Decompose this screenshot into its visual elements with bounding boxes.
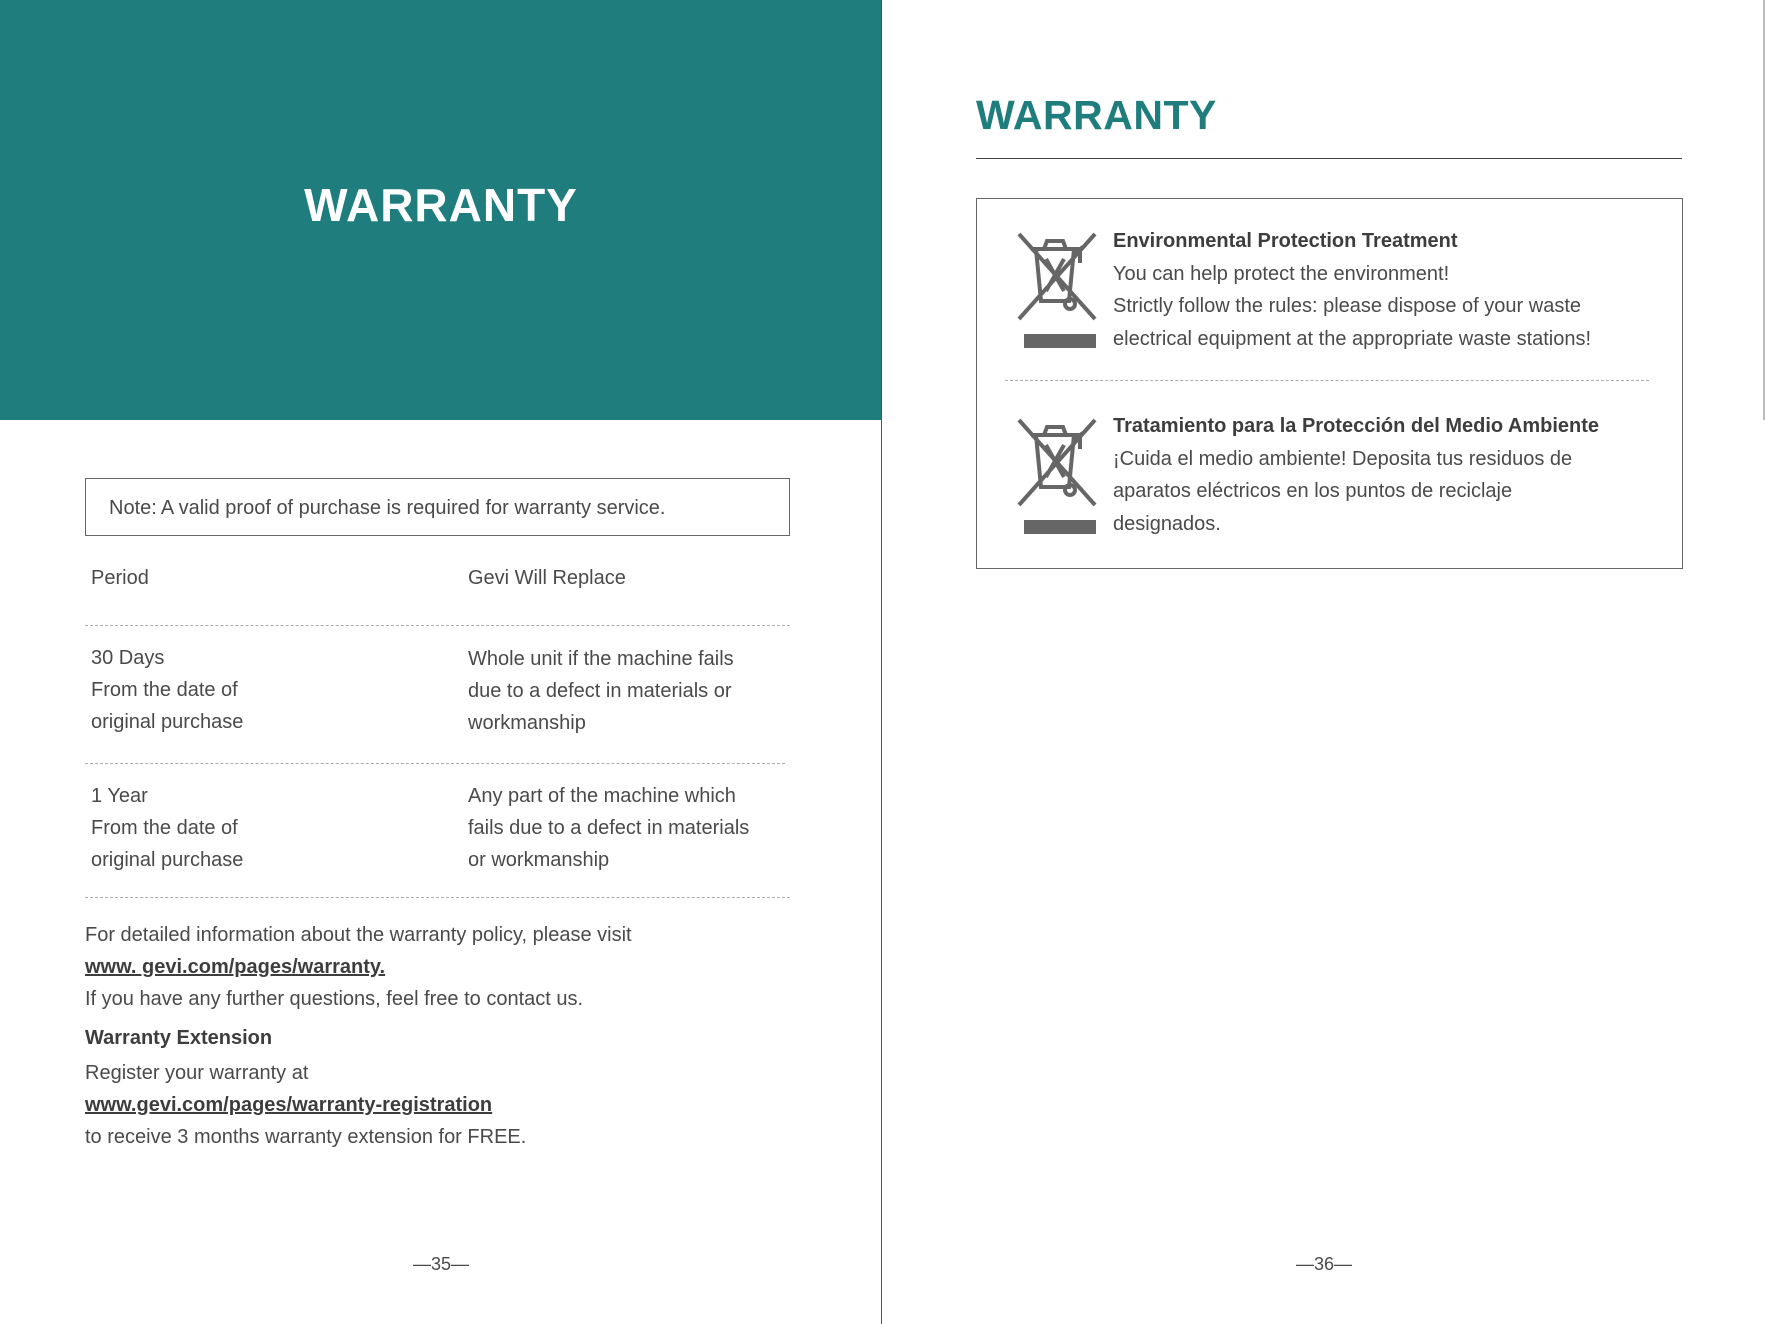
- environment-section-es: [1113, 410, 1599, 540]
- replace-line: fails due to a defect in materials: [468, 817, 750, 839]
- header-period: Period: [91, 567, 149, 589]
- section-line: aparatos eléctricos en los puntos de reciclaje: [1113, 480, 1513, 502]
- replace-line: workmanship: [468, 712, 586, 734]
- period-line: 1 Year: [91, 785, 148, 807]
- register-text: Register your warranty at: [85, 1062, 309, 1084]
- section-line: Strictly follow the rules: please dispose of your waste: [1113, 295, 1581, 317]
- page-number: —35—: [412, 1254, 470, 1274]
- period-line: From the date of: [91, 817, 238, 839]
- replace-line: due to a defect in materials or: [468, 680, 732, 702]
- table-row-period: [91, 780, 243, 876]
- contact-text: If you have any further questions, feel free to contact us.: [85, 988, 584, 1010]
- crossed-out-wheelie-bin-icon: [1014, 229, 1098, 349]
- note-label: Note:: [109, 497, 157, 519]
- table-divider: [85, 625, 790, 626]
- note-box: [85, 478, 790, 536]
- page-title: WARRANTY: [976, 92, 1217, 138]
- replace-line: Whole unit if the machine fails: [468, 648, 734, 670]
- info-text: For detailed information about the warranty policy, please visit: [85, 924, 632, 946]
- table-divider: [85, 897, 790, 898]
- section-heading: Environmental Protection Treatment: [1113, 230, 1458, 252]
- left-page: [0, 0, 882, 1324]
- page-number: —36—: [1295, 1254, 1353, 1274]
- replace-line: Any part of the machine which: [468, 785, 736, 807]
- period-line: 30 Days: [91, 647, 165, 669]
- section-line: You can help protect the environment!: [1113, 262, 1450, 285]
- table-row-replace: [468, 780, 749, 876]
- section-line: designados.: [1113, 512, 1221, 535]
- section-heading: Tratamiento para la Protección del Medio Ambiente: [1113, 415, 1600, 437]
- warranty-policy-link[interactable]: www. gevi.com/pages/warranty.: [85, 956, 386, 978]
- replace-line: or workmanship: [468, 849, 610, 871]
- table-row-replace: [468, 643, 734, 739]
- banner-title: WARRANTY: [304, 179, 578, 231]
- period-line: From the date of: [91, 679, 238, 701]
- table-divider: [85, 763, 785, 764]
- note-text: A valid proof of purchase is required for warranty service.: [160, 497, 666, 519]
- title-rule: [976, 158, 1682, 159]
- environment-section-en: [1113, 225, 1591, 355]
- period-line: original purchase: [91, 849, 244, 871]
- section-line: ¡Cuida el medio ambiente! Deposita tus residuos de: [1113, 447, 1573, 470]
- environment-box: [976, 198, 1683, 569]
- header-replace: Gevi Will Replace: [468, 567, 626, 589]
- extension-text: to receive 3 months warranty extension for FREE.: [85, 1126, 527, 1148]
- warranty-registration-link[interactable]: www.gevi.com/pages/warranty-registration: [85, 1094, 493, 1116]
- section-line: electrical equipment at the appropriate waste stations!: [1113, 327, 1592, 350]
- crossed-out-wheelie-bin-icon: [1014, 415, 1098, 535]
- extension-title: Warranty Extension: [85, 1027, 273, 1049]
- table-row-period: [91, 642, 243, 738]
- period-line: original purchase: [91, 711, 244, 733]
- section-divider: [1005, 380, 1649, 381]
- page-divider: [881, 0, 882, 1324]
